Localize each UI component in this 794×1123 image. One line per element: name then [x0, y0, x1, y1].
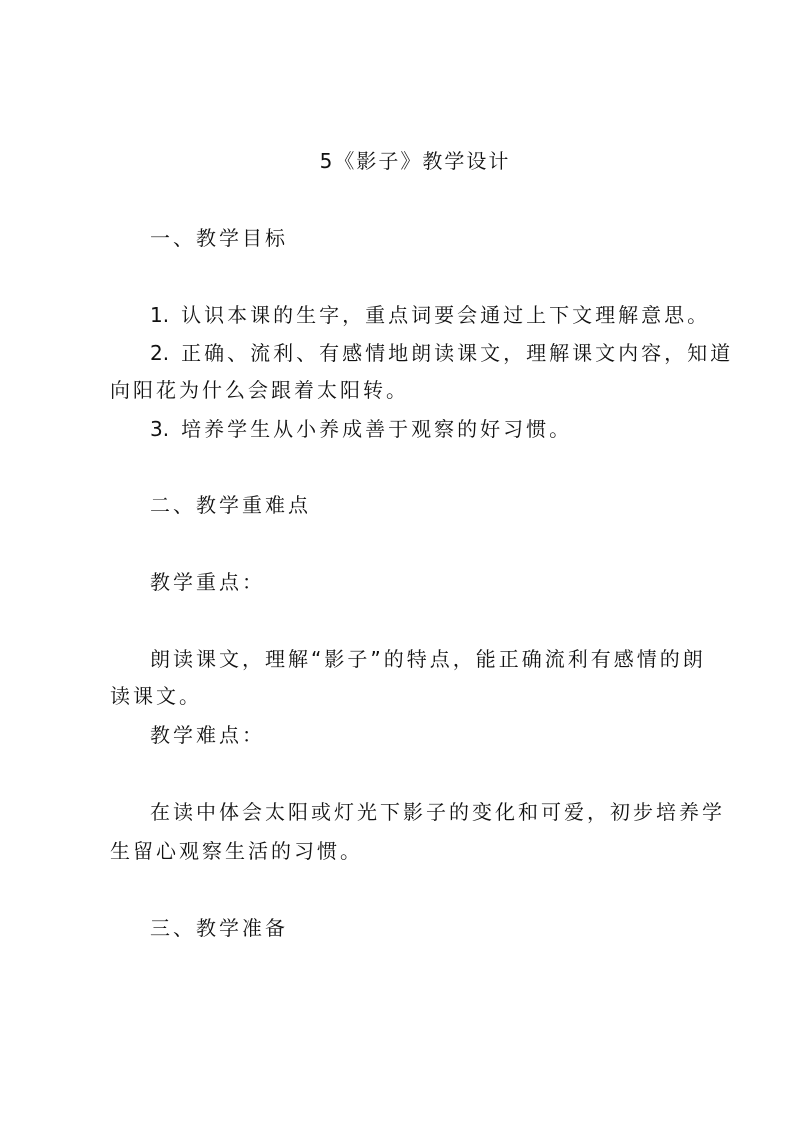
key-point-text-continued: 读课文。	[110, 684, 202, 708]
objective-text: 正确、流利、有感情地朗读课文，理解课文内容，知道	[181, 341, 734, 365]
section-heading-objectives: 一、教学目标	[150, 226, 288, 250]
key-point-text: 朗读课文，理解“影子”的特点，能正确流利有感情的朗	[150, 647, 706, 671]
difficult-point-text: 在读中体会太阳或灯光下影子的变化和可爱，初步培养学	[150, 800, 725, 824]
objective-item-1	[0, 301, 794, 329]
objective-text: 认识本课的生字，重点词要会通过上下文理解意思。	[181, 303, 711, 327]
objective-item-2-continued: 向阳花为什么会跟着太阳转。	[110, 378, 409, 402]
key-point-label: 教学重点：	[150, 570, 265, 594]
objective-number: 3.	[150, 417, 170, 441]
section-heading-preparation: 三、教学准备	[150, 916, 288, 940]
difficult-point-text-continued: 生留心观察生活的习惯。	[110, 839, 363, 863]
section-heading-key-points: 二、教学重难点	[150, 493, 311, 517]
objective-number: 2.	[150, 341, 170, 365]
objective-number: 1.	[150, 303, 170, 327]
difficult-point-label: 教学难点：	[150, 723, 265, 747]
objective-text: 培养学生从小养成善于观察的好习惯。	[181, 417, 573, 441]
document-title: 5《影子》教学设计	[319, 149, 511, 173]
objective-item-3	[0, 415, 794, 443]
objective-item-2	[0, 339, 794, 367]
